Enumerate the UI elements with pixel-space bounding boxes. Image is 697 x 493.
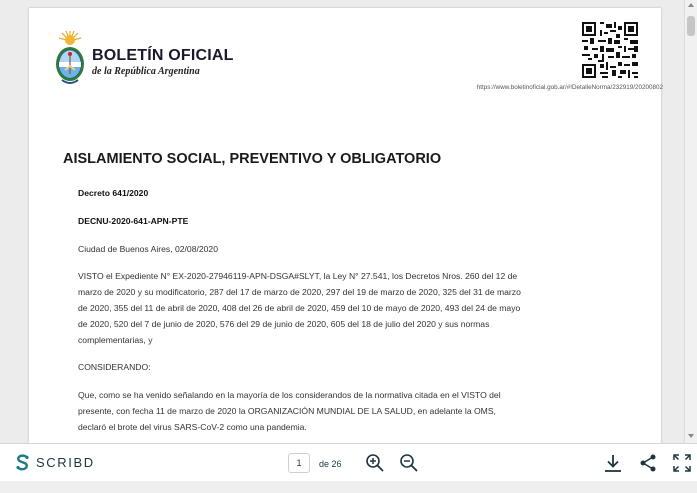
vertical-scrollbar[interactable] <box>684 0 697 443</box>
decree-code: DECNU-2020-641-APN-PTE <box>78 216 189 226</box>
document-title: AISLAMIENTO SOCIAL, PREVENTIVO Y OBLIGATORIO <box>63 151 442 167</box>
paragraph-line: de 2020, 520 del 7 de junio de 2020, 576 del 29 de junio de 2020, 605 del 18 de julio del 2020 y sus normas <box>78 319 490 329</box>
paragraph-line: complementarias, y <box>78 335 153 345</box>
scribd-logo-link[interactable] <box>15 454 95 471</box>
paragraph-line: de 2020, 355 del 11 de abril de 2020, 408 del 26 de abril de 2020, 459 del 10 de mayo de 2020, 493 del 24 de mayo <box>78 303 521 313</box>
source-url[interactable]: https://www.boletinoficial.gob.ar/#!DetalleNorma/232919/20200802 <box>476 84 663 91</box>
argentina-coat-of-arms-icon <box>52 30 88 88</box>
download-icon[interactable] <box>603 453 623 473</box>
considerando-heading: CONSIDERANDO: <box>78 362 151 372</box>
paragraph-line: presente, con fecha 11 de marzo de 2020 la ORGANIZACIÓN MUNDIAL DE LA SALUD, en adelante la OMS, <box>78 406 496 416</box>
paragraph-line: marzo de 2020 y su modificatorio, 287 del 17 de marzo de 2020, 297 del 19 de marzo de 2020, 325 del 31 de marzo <box>78 287 521 297</box>
current-page-input[interactable]: 1 <box>288 453 310 473</box>
paragraph-line: VISTO el Expediente N° EX-2020-27946119-APN-DSGA#SLYT, la Ley N° 27.541, los Decretos Nros. 260 del 12 de <box>78 271 518 281</box>
bottom-gutter <box>0 481 697 493</box>
scroll-down-arrow-icon[interactable] <box>688 434 694 438</box>
gazette-subtitle: de la República Argentina <box>92 66 200 77</box>
gazette-title: BOLETÍN OFICIAL <box>92 47 234 64</box>
visto-paragraph <box>78 268 521 348</box>
scribd-logo-icon <box>15 454 30 471</box>
que-paragraph <box>78 387 501 435</box>
zoom-in-icon[interactable] <box>365 453 385 473</box>
zoom-out-icon[interactable] <box>399 453 419 473</box>
paragraph-line: Que, como se ha venido señalando en la mayoría de los considerandos de la normativa citada en el VISTO del <box>78 390 501 400</box>
viewer-toolbar <box>0 443 697 481</box>
scribd-brand-text: SCRIBD <box>36 455 95 470</box>
share-icon[interactable] <box>638 453 658 473</box>
scroll-up-arrow-icon[interactable] <box>688 3 694 7</box>
fullscreen-icon[interactable] <box>672 453 692 473</box>
paragraph-line: declaró el brote del virus SARS-CoV-2 como una pandemia. <box>78 422 307 432</box>
qr-code-icon <box>582 22 638 78</box>
decree-number: Decreto 641/2020 <box>78 188 149 198</box>
scrollbar-thumb[interactable] <box>687 16 695 36</box>
place-and-date: Ciudad de Buenos Aires, 02/08/2020 <box>78 244 218 254</box>
page-total-label: de 26 <box>319 459 342 469</box>
